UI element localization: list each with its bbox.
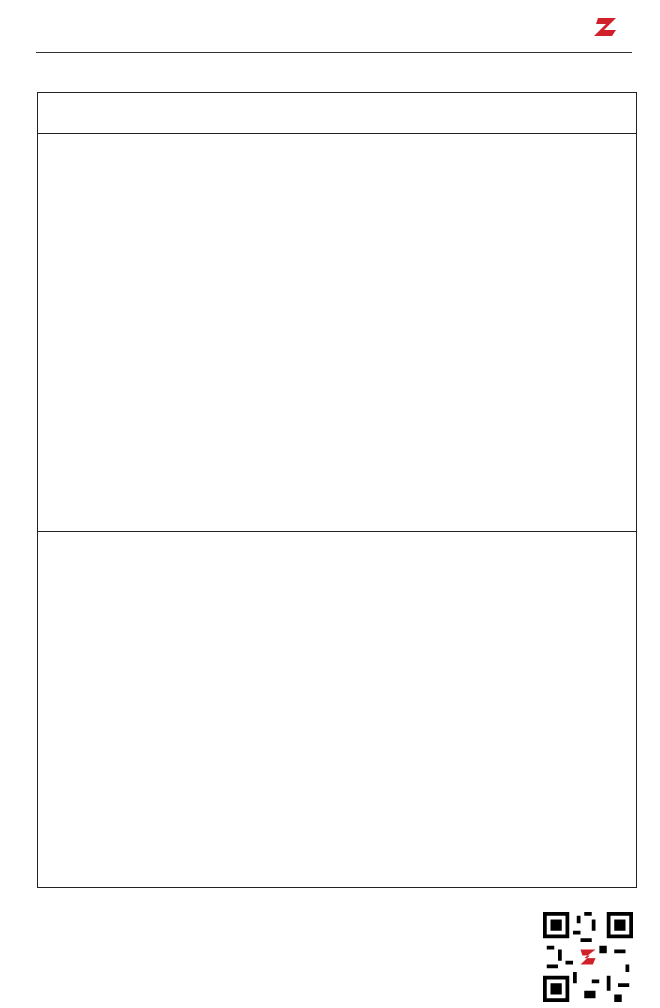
section-39 (38, 531, 636, 888)
header-divider (36, 52, 632, 53)
qr-code-icon (540, 912, 636, 1002)
logo-icon (582, 14, 632, 52)
section-38 (38, 133, 636, 553)
schedule-table (37, 92, 637, 888)
